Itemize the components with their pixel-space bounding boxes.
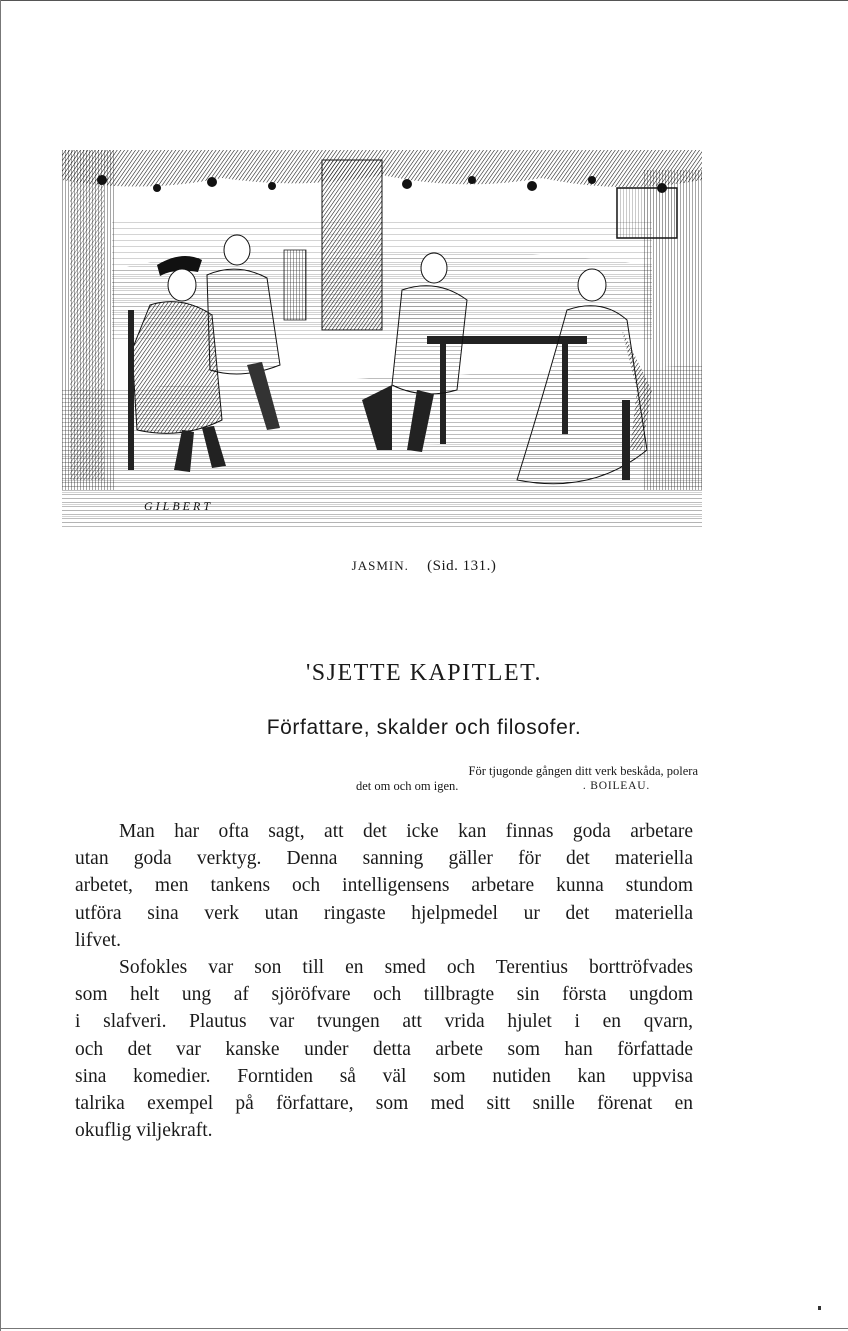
chapter-subtitle: Författare, skalder och filosofer. <box>266 716 582 739</box>
text-line: okuflig viljekraft. <box>75 1120 213 1142</box>
caption-page-ref: (Sid. 131.) <box>427 558 497 574</box>
text-line: som helt ung af sjöröfvare och tillbragte sin första ungdom <box>75 984 693 1006</box>
text-line: och det var kanske under detta arbete som han författade <box>75 1038 693 1060</box>
illustration-signature: GILBERT <box>144 499 213 513</box>
text-line: sina komedier. Forntiden så väl som nutiden kan uppvisa <box>75 1065 693 1087</box>
paragraph <box>75 954 693 1144</box>
epigraph-author: . BOILEAU. <box>582 780 650 792</box>
text-line: i slafveri. Plautus var tvungen att vrida hjulet i en qvarn, <box>75 1011 693 1033</box>
text-line: Man har ofta sagt, att det icke kan finnas goda arbetare <box>119 821 693 842</box>
engraving-illustration <box>62 150 702 528</box>
text-line: utan goda verktyg. Denna sanning gäller för det materiella <box>75 848 693 870</box>
page-border-top <box>0 0 848 1</box>
ink-speck <box>818 1306 821 1310</box>
text-line: arbetet, men tankens och intelligensens arbetare kunna stundom <box>75 875 693 897</box>
text-line: talrika exempel på författare, som med sitt snille förenat en <box>75 1093 693 1115</box>
epigraph-line: För tjugonde gången ditt verk beskåda, polera <box>468 764 698 778</box>
paragraph <box>75 818 693 954</box>
page-border-bottom <box>0 1328 848 1329</box>
epigraph-line: det om och om igen. <box>356 779 459 793</box>
caption-name: JASMIN. <box>351 558 409 573</box>
epigraph <box>356 764 698 794</box>
text-line: lifvet. <box>75 929 122 951</box>
text-line: utföra sina verk utan ringaste hjelpmedel ur det materiella <box>75 902 693 924</box>
body-text <box>75 818 693 1144</box>
text-line: Sofokles var son till en smed och Terentius borttröfvades <box>119 957 693 979</box>
illustration-caption <box>0 558 848 575</box>
chapter-title: 'SJETTE KAPITLET. <box>305 660 542 686</box>
